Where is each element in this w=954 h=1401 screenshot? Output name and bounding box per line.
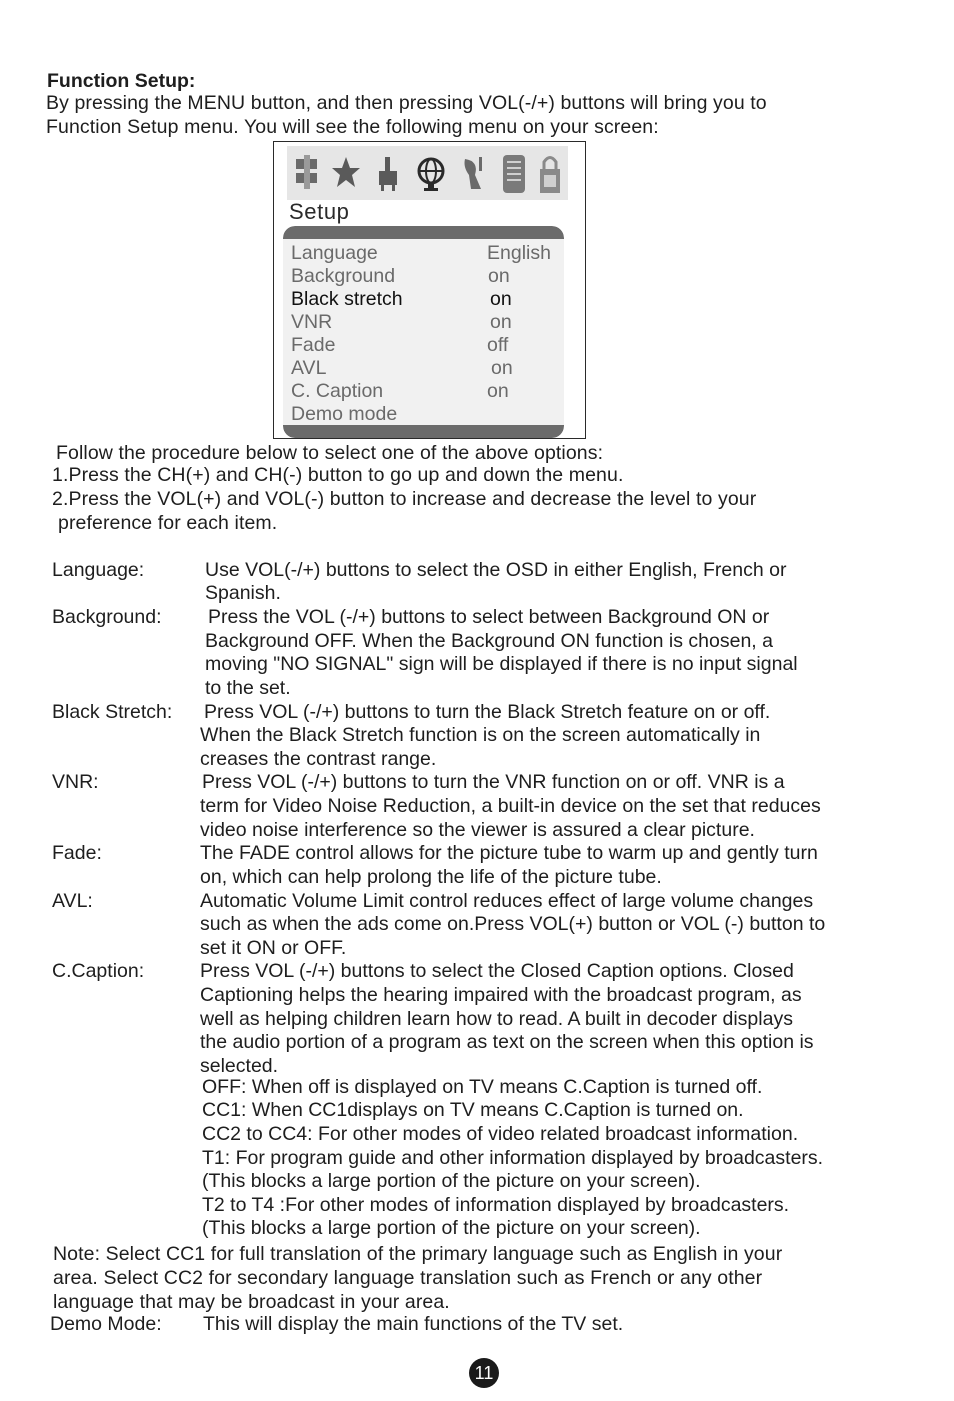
desc-text: Press the VOL (-/+) buttons to select between Background ON or <box>208 606 770 628</box>
desc-text: When the Black Stretch function is on the screen automatically in <box>200 724 761 746</box>
caption-mode-line: CC2 to CC4: For other modes of video related broadcast information. <box>202 1123 799 1145</box>
osd-item-label: C. Caption <box>291 380 384 402</box>
osd-item-label: Fade <box>291 334 336 356</box>
desc-label-fade: Fade: <box>52 842 102 864</box>
desc-text: Press VOL (-/+) buttons to turn the VNR function on or off. VNR is a <box>202 771 785 793</box>
note-line: area. Select CC2 for secondary language translation such as French or any other <box>53 1267 763 1289</box>
preference-icon <box>373 151 403 195</box>
osd-item-label: AVL <box>291 357 327 379</box>
lock-icon <box>535 151 565 195</box>
desc-text: on, which can help prolong the life of the picture tube. <box>200 866 662 888</box>
osd-item-label: Language <box>291 242 378 264</box>
channel-icon <box>459 151 489 195</box>
osd-item-value: on <box>491 357 513 379</box>
desc-label-demo: Demo Mode: <box>50 1313 162 1335</box>
osd-title: Setup <box>289 199 350 224</box>
note-line: language that may be broadcast in your area. <box>53 1291 450 1313</box>
desc-text: video noise interference so the viewer is assured a clear picture. <box>200 819 755 841</box>
osd-item-label: VNR <box>291 311 333 333</box>
osd-item-value-selected: on <box>490 288 512 310</box>
desc-text: The FADE control allows for the picture tube to warm up and gently turn <box>200 842 818 864</box>
osd-item-value: English <box>487 242 551 264</box>
caption-mode-line: T2 to T4 :For other modes of information displayed by broadcasters. <box>202 1194 790 1216</box>
procedure-intro: Follow the procedure below to select one of the above options: <box>56 442 604 464</box>
desc-text: Captioning helps the hearing impaired with the broadcast program, as <box>200 984 802 1006</box>
section-heading: Function Setup: <box>47 70 196 92</box>
desc-label-avl: AVL: <box>52 890 93 912</box>
desc-text: moving "NO SIGNAL" sign will be displayed if there is no input signal <box>205 653 798 675</box>
procedure-step-1: 1.Press the CH(+) and CH(-) button to go up and down the menu. <box>52 464 624 486</box>
desc-text: such as when the ads come on.Press VOL(+) button or VOL (-) button to <box>200 913 826 935</box>
caption-mode-line: T1: For program guide and other information displayed by broadcasters. <box>202 1147 824 1169</box>
desc-text: Automatic Volume Limit control reduces effect of large volume changes <box>200 890 814 912</box>
desc-text: Use VOL(-/+) buttons to select the OSD in either English, French or <box>205 559 787 581</box>
desc-text: creases the contrast range. <box>200 748 437 770</box>
panel-bottom-bar <box>283 425 564 438</box>
caption-mode-line: CC1: When CC1displays on TV means C.Caption is turned on. <box>202 1099 744 1121</box>
setup-icon <box>416 151 446 195</box>
timer-icon <box>499 151 529 195</box>
desc-text: the audio portion of a program as text on the screen when this option is <box>200 1031 814 1053</box>
desc-text: set it ON or OFF. <box>200 937 347 959</box>
desc-label-vnr: VNR: <box>52 771 99 793</box>
procedure-step-2-cont: preference for each item. <box>58 512 278 534</box>
desc-label-background: Background: <box>52 606 162 628</box>
desc-text: term for Video Noise Reduction, a built-in device on the set that reduces <box>200 795 821 817</box>
osd-item-value: on <box>490 311 512 333</box>
desc-text: selected. <box>200 1055 279 1077</box>
desc-text: to the set. <box>205 677 291 699</box>
desc-text: well as helping children learn how to read. A built in decoder displays <box>200 1008 793 1030</box>
osd-item-label: Background <box>291 265 396 287</box>
intro-line-2: Function Setup menu. You will see the following menu on your screen: <box>46 116 659 138</box>
sound-icon <box>331 151 361 195</box>
caption-mode-line: (This blocks a large portion of the picture on your screen). <box>202 1170 701 1192</box>
picture-icon <box>292 151 322 195</box>
intro-line-1: By pressing the MENU button, and then pressing VOL(-/+) buttons will bring you to <box>46 92 767 114</box>
osd-item-label: Demo mode <box>291 403 398 425</box>
page-number-badge: 11 <box>469 1358 499 1388</box>
desc-text: Press VOL (-/+) buttons to turn the Black Stretch feature on or off. <box>204 701 771 723</box>
procedure-step-2: 2.Press the VOL(+) and VOL(-) button to increase and decrease the level to your <box>52 488 757 510</box>
desc-text: Spanish. <box>205 582 281 604</box>
desc-label-language: Language: <box>52 559 145 581</box>
osd-item-value: on <box>488 265 510 287</box>
note-line: Note: Select CC1 for full translation of the primary language such as English in your <box>53 1243 783 1265</box>
panel-top-bar <box>283 226 564 239</box>
osd-item-value: off <box>487 334 509 356</box>
desc-label-caption: C.Caption: <box>52 960 145 982</box>
osd-item-label-selected: Black stretch <box>291 288 403 310</box>
osd-item-value: on <box>487 380 509 402</box>
caption-mode-line: OFF: When off is displayed on TV means C.Caption is turned off. <box>202 1076 763 1098</box>
osd-icon-bar <box>287 146 568 200</box>
desc-label-black-stretch: Black Stretch: <box>52 701 173 723</box>
caption-mode-line: (This blocks a large portion of the picture on your screen). <box>202 1217 701 1239</box>
desc-text: Press VOL (-/+) buttons to select the Closed Caption options. Closed <box>200 960 794 982</box>
desc-text-demo: This will display the main functions of the TV set. <box>203 1313 624 1335</box>
desc-text: Background OFF. When the Background ON function is chosen, a <box>205 630 773 652</box>
